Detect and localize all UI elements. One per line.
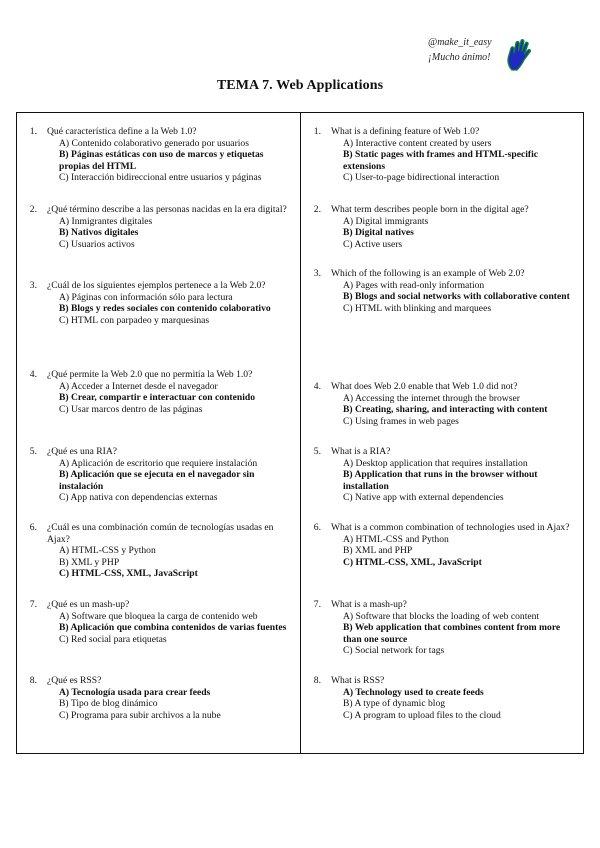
- answer-option-correct: C) HTML-CSS, XML, JavaScript: [59, 568, 198, 579]
- question-text: ¿Cuál de los siguientes ejemplos pertenece a la Web 2.0?: [47, 280, 266, 291]
- answer-option: C) Programa para subir archivos a la nube: [59, 709, 221, 721]
- answer-option-correct: B) Aplicación que combina contenidos de varias fuentes: [59, 622, 287, 633]
- answer-option: C) Usar marcos dentro de las páginas: [59, 403, 203, 415]
- answer-option: C) HTML con parpadeo y marquesinas: [59, 314, 210, 326]
- question-number: 6.: [313, 522, 321, 533]
- answer-option-correct: B) Blogs y redes sociales con contenido colaborativo: [59, 303, 271, 314]
- question-text: What is a common combination of technologies used in Ajax?: [331, 522, 570, 533]
- question-text: ¿Qué es una RIA?: [47, 446, 118, 457]
- answer-option-correct: B) Creating, sharing, and interacting with content: [343, 404, 548, 415]
- question-number: 3.: [313, 268, 321, 279]
- answer-option: A) Desktop application that requires installation: [343, 457, 528, 469]
- answer-option: A) HTML-CSS and Python: [343, 533, 449, 545]
- answer-option-correct: A) Tecnología usada para crear feeds: [59, 686, 211, 698]
- question-text: What is a defining feature of Web 1.0?: [331, 126, 480, 137]
- question-number: 3.: [29, 280, 37, 291]
- question-number: 7.: [313, 599, 321, 610]
- question-number: 8.: [313, 675, 321, 686]
- answer-option: C) HTML with blinking and marquees: [343, 302, 492, 314]
- answer-option: A) Digital immigrants: [343, 215, 429, 227]
- question-number: 1.: [313, 126, 321, 137]
- question-text: What is a mash-up?: [331, 599, 407, 610]
- question-text: ¿Qué permite la Web 2.0 que no permitía la Web 1.0?: [47, 369, 253, 380]
- question-block: [301, 126, 577, 184]
- question-text: Which of the following is an example of Web 2.0?: [331, 268, 525, 279]
- waving-hand-icon: [504, 36, 534, 72]
- answer-option: B) XML and PHP: [343, 545, 413, 556]
- question-number: 6.: [29, 522, 37, 533]
- answer-option: B) Tipo de blog dinámico: [59, 698, 158, 709]
- question-text: ¿Qué término describe a las personas nacidas en la era digital?: [47, 204, 287, 215]
- question-text: ¿Qué es RSS?: [47, 675, 102, 686]
- header-note: [428, 35, 492, 65]
- english-column: [301, 113, 583, 753]
- question-number: 4.: [29, 369, 37, 380]
- answer-option-correct: B) Static pages with frames and HTML-specific extensions: [343, 149, 539, 172]
- question-number: 1.: [29, 126, 37, 137]
- answer-option: C) Using frames in web pages: [343, 415, 459, 427]
- answer-option-correct: B) Blogs and social networks with collaborative content: [343, 291, 570, 302]
- answer-option: B) XML y PHP: [59, 556, 120, 568]
- answer-option-correct: A) Technology used to create feeds: [343, 686, 484, 698]
- answer-option: C) A program to upload files to the cloud: [343, 709, 501, 721]
- question-number: 4.: [313, 381, 321, 392]
- question-block: [17, 599, 294, 645]
- answer-option: A) Pages with read-only information: [343, 279, 485, 291]
- question-text: What term describes people born in the digital age?: [331, 204, 529, 215]
- question-block: [17, 126, 294, 184]
- answer-option-correct: B) Digital natives: [343, 227, 414, 238]
- answer-option: A) Interactive content created by users: [343, 137, 492, 149]
- answer-option-correct: C) HTML-CSS, XML, JavaScript: [343, 556, 482, 568]
- answer-option: C) Usuarios activos: [59, 238, 135, 250]
- answer-option-correct: B) Aplicación que se ejecuta en el navegador sin instalación: [59, 469, 255, 492]
- author-handle: @make_it_easy: [428, 37, 492, 48]
- answer-option: C) User-to-page bidirectional interaction: [343, 172, 500, 183]
- answer-option-correct: B) Nativos digitales: [59, 227, 139, 238]
- question-text: ¿Qué es un mash-up?: [47, 599, 130, 610]
- question-number: 5.: [29, 446, 37, 457]
- spanish-column: [17, 113, 300, 753]
- answer-option: A) Páginas con información sólo para lectura: [59, 291, 233, 303]
- question-text: What does Web 2.0 enable that Web 1.0 did not?: [331, 381, 518, 392]
- answer-option: A) Software que bloquea la carga de contenido web: [59, 610, 258, 622]
- answer-option: C) Interacción bidireccional entre usuarios y páginas: [59, 172, 262, 183]
- question-block: [301, 268, 577, 314]
- question-block: [17, 675, 294, 721]
- question-number: 2.: [313, 204, 321, 215]
- question-text: What is RSS?: [331, 675, 385, 686]
- question-text: ¿Cuál es una combinación común de tecnologías usadas en Ajax?: [47, 522, 274, 545]
- answer-option: C) App nativa con dependencias externas: [59, 492, 218, 503]
- answer-option: A) Aplicación de escritorio que requiere instalación: [59, 457, 258, 469]
- answer-option-correct: B) Application that runs in the browser without installation: [343, 469, 538, 492]
- question-number: 8.: [29, 675, 37, 686]
- page-title: TEMA 7. Web Applications: [216, 78, 384, 93]
- question-text: What is a RIA?: [331, 446, 391, 457]
- question-block: [301, 446, 577, 504]
- answer-option: B) A type of dynamic blog: [343, 698, 446, 709]
- question-block: [17, 446, 294, 504]
- question-text: Qué característica define a la Web 1.0?: [47, 126, 197, 137]
- question-block: [17, 522, 294, 580]
- answer-option: C) Social network for tags: [343, 645, 445, 656]
- question-number: 7.: [29, 599, 37, 610]
- quiz-table: [16, 112, 584, 754]
- question-block: [301, 204, 577, 250]
- answer-option: C) Active users: [343, 238, 403, 250]
- answer-option: A) Contenido colaborativo generado por usuarios: [59, 137, 249, 149]
- answer-option-correct: B) Páginas estáticas con uso de marcos y etiquetas propias del HTML: [59, 149, 264, 172]
- question-block: [301, 675, 577, 721]
- question-block: [17, 369, 294, 415]
- question-block: [17, 280, 294, 326]
- answer-option: A) Acceder a Internet desde el navegador: [59, 380, 218, 392]
- answer-option: A) Accessing the internet through the browser: [343, 392, 520, 404]
- question-block: [17, 204, 294, 250]
- question-block: [301, 522, 577, 568]
- answer-option-correct: B) Web application that combines content from more than one source: [343, 622, 561, 645]
- question-number: 2.: [29, 204, 37, 215]
- question-block: [301, 599, 577, 657]
- answer-option: A) HTML-CSS y Python: [59, 545, 156, 556]
- answer-option: A) Inmigrantes digitales: [59, 215, 153, 227]
- answer-option: C) Red social para etiquetas: [59, 633, 167, 645]
- answer-option-correct: B) Crear, compartir e interactuar con contenido: [59, 392, 256, 403]
- answer-option: A) Software that blocks the loading of web content: [343, 610, 540, 622]
- motto: ¡Mucho ánimo!: [428, 52, 491, 63]
- question-number: 5.: [313, 446, 321, 457]
- question-block: [301, 381, 577, 427]
- answer-option: C) Native app with external dependencies: [343, 492, 504, 503]
